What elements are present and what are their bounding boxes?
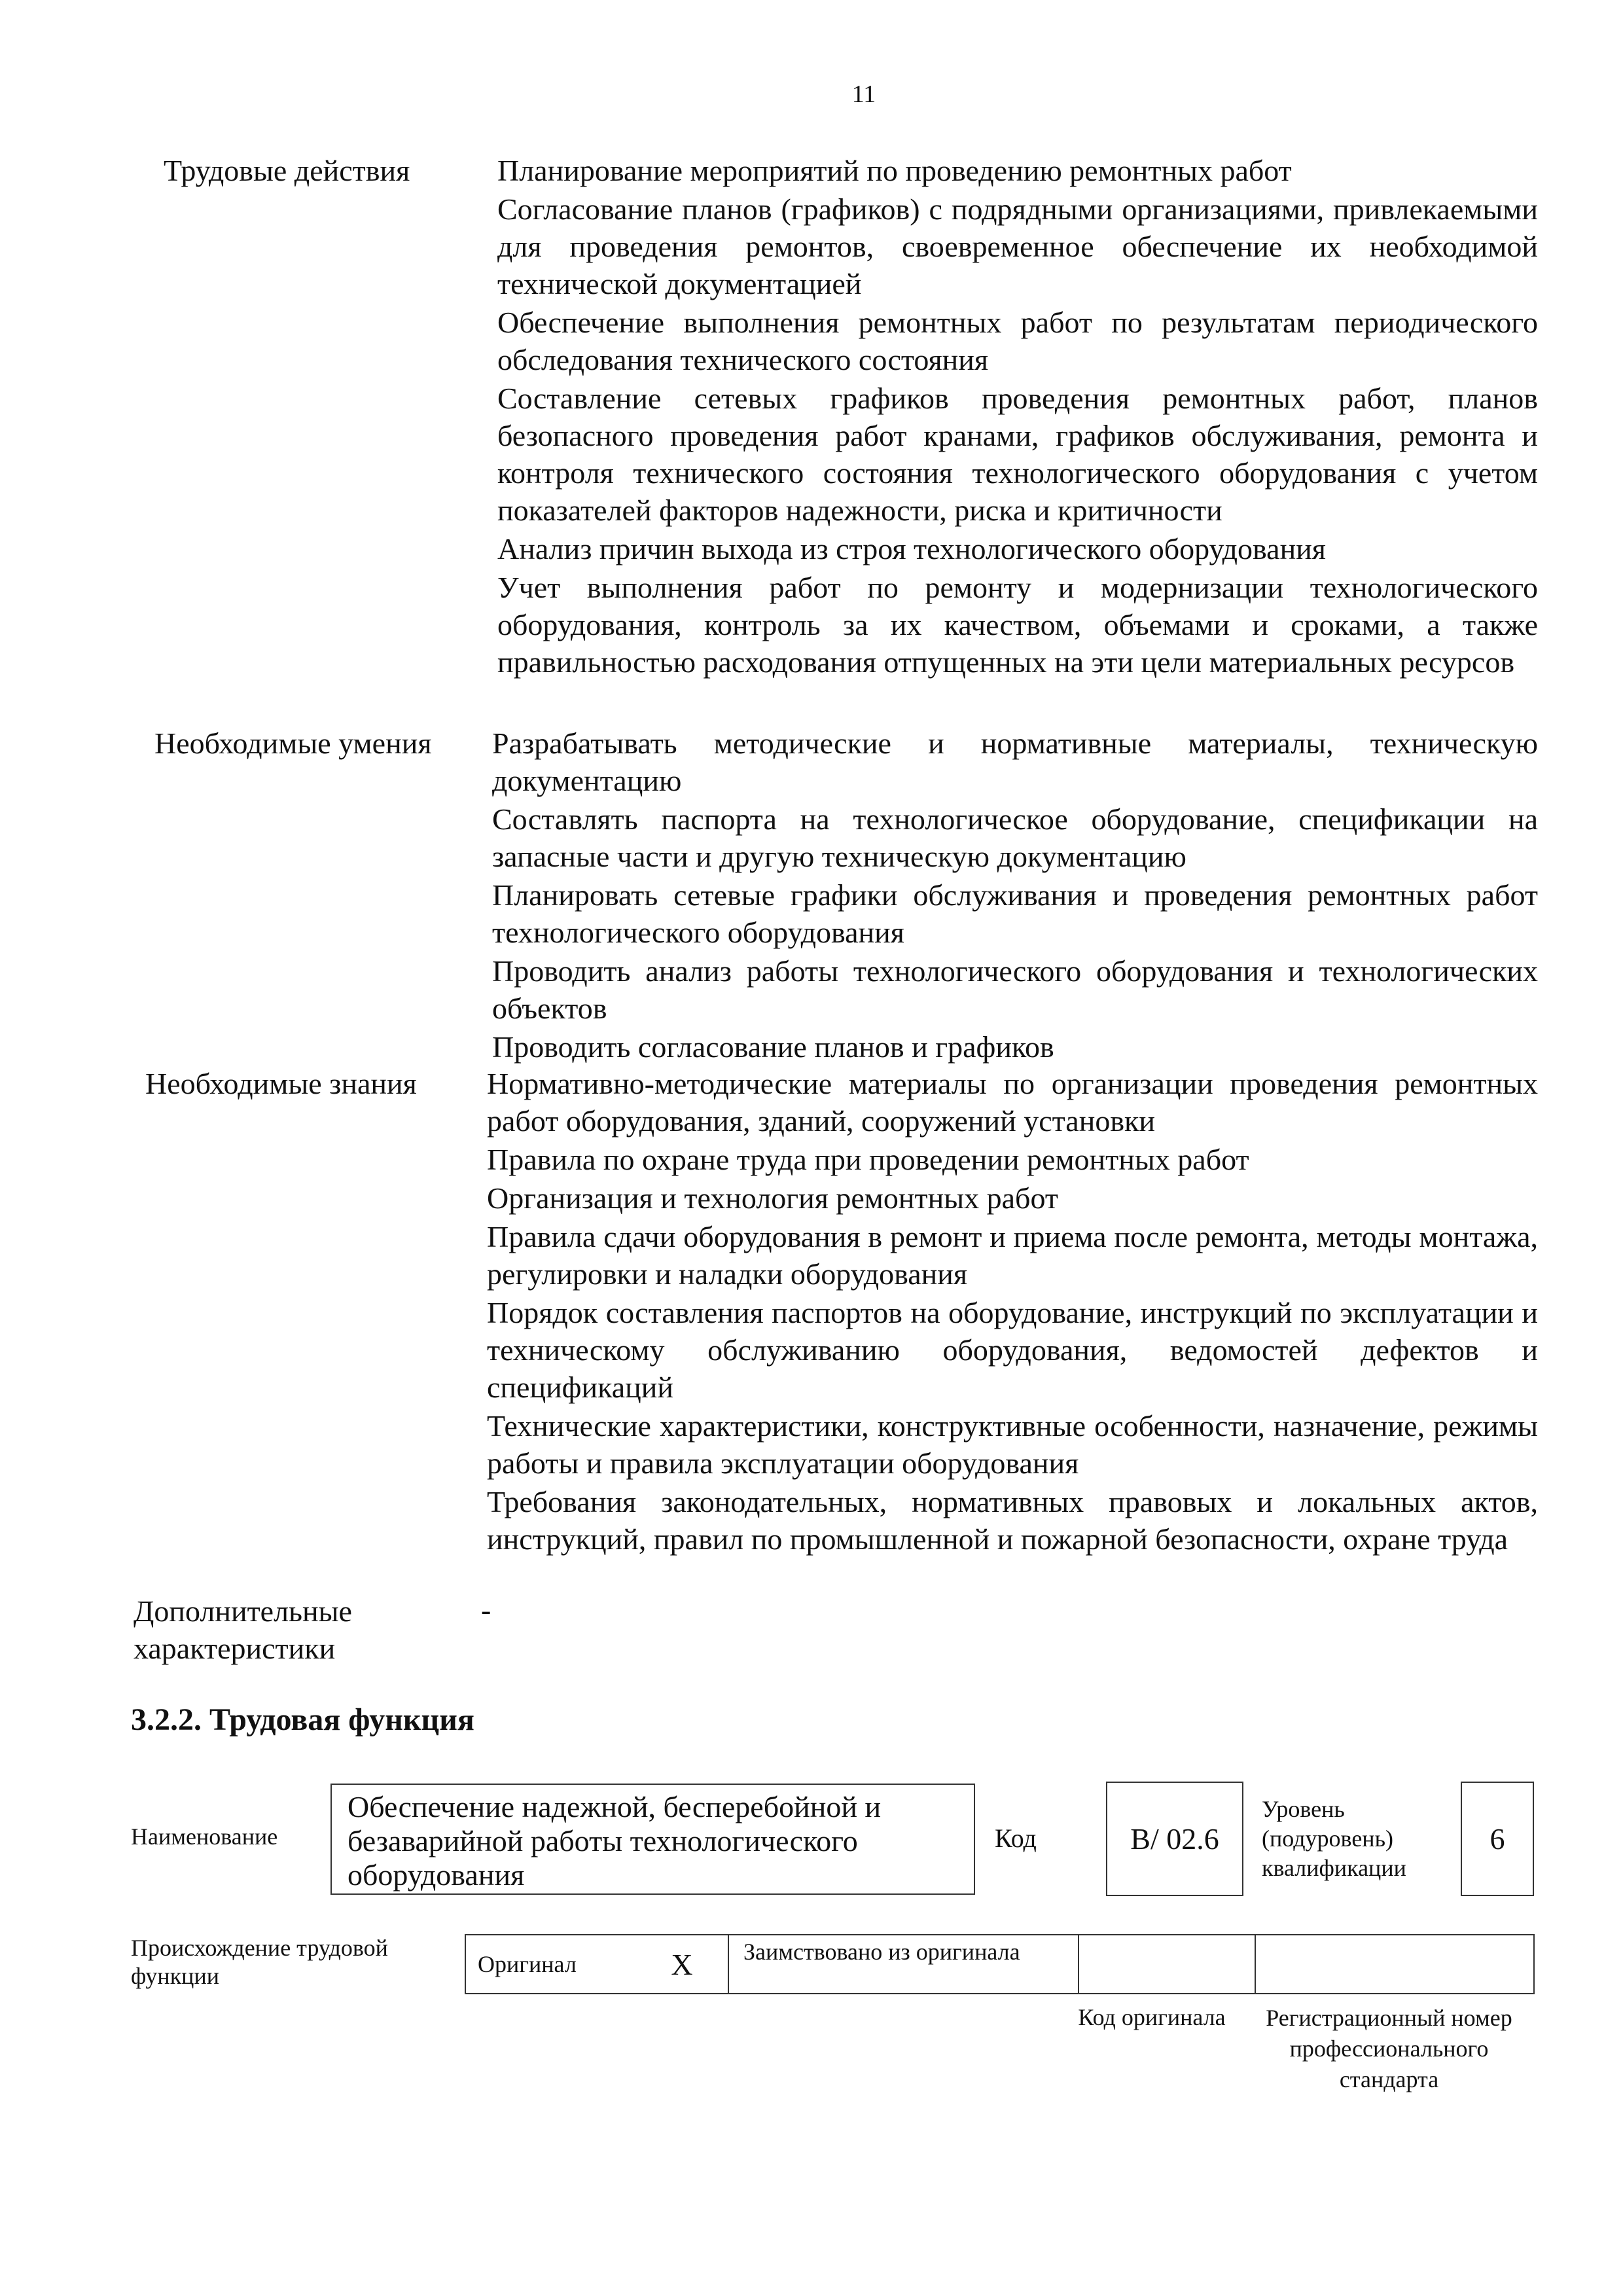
section-heading: 3.2.2. Трудовая функция [131, 1702, 474, 1737]
knowledge-item: Организация и технология ремонтных работ [487, 1181, 1058, 1215]
origin-table [465, 1934, 1535, 1994]
labor-action-item: Планирование мероприятий по проведению ремонтных работ [497, 154, 1292, 187]
code-label: Код [995, 1823, 1037, 1853]
skill-item: Проводить анализ работы технологического оборудования и технологических объектов [492, 954, 1538, 1025]
level-field: 6 [1461, 1782, 1534, 1896]
required-knowledge-list [487, 1065, 1538, 1559]
name-label: Наименование [131, 1823, 278, 1850]
code-original-caption: Код оригинала [1078, 2004, 1226, 2030]
original-code-cell [1078, 1935, 1255, 1993]
level-label: Уровень (подуровень) квалификации [1262, 1796, 1406, 1881]
additional-characteristics-value: - [481, 1593, 491, 1626]
required-skills-list [492, 725, 1538, 1067]
knowledge-item: Нормативно-методические материалы по организации проведения ремонтных работ оборудования, зданий, сооружений установки [487, 1067, 1538, 1138]
skill-item: Составлять паспорта на технологическое оборудование, спецификации на запасные части и другую техническую документацию [492, 802, 1538, 873]
function-name-field: Обеспечение надежной, бесперебойной и безаварийной работы технологического оборудования [330, 1784, 975, 1895]
required-skills-label: Необходимые умения [154, 726, 432, 760]
reg-number-cell [1255, 1935, 1533, 1993]
additional-characteristics-label: Дополнительные характеристики [134, 1594, 352, 1665]
required-knowledge-label: Необходимые знания [145, 1067, 417, 1100]
skill-item: Планировать сетевые графики обслуживания и проведения ремонтных работ технологического оборудования [492, 878, 1538, 949]
original-mark: X [671, 1947, 693, 1981]
original-cell: Оригинал [478, 1951, 577, 1977]
origin-label: Происхождение трудовой функции [131, 1935, 388, 1989]
knowledge-item: Порядок составления паспортов на оборудование, инструкций по эксплуатации и техническому обслуживанию оборудования, ведомостей дефектов и спецификаций [487, 1296, 1538, 1404]
labor-action-item: Учет выполнения работ по ремонту и модернизации технологического оборудования, контроль за их качеством, объемами и сроками, а также правильностью расходования отпущенных на эти цели материальных ресурсов [497, 571, 1538, 679]
knowledge-item: Правила по охране труда при проведении ремонтных работ [487, 1143, 1249, 1176]
code-field: B/ 02.6 [1106, 1782, 1243, 1896]
labor-actions-list [497, 152, 1538, 682]
borrowed-cell: Заимствовано из оригинала [728, 1935, 1078, 1993]
page-number: 11 [851, 81, 876, 108]
knowledge-item: Технические характеристики, конструктивные особенности, назначение, режимы работы и правила эксплуатации оборудования [487, 1409, 1538, 1480]
labor-action-item: Составление сетевых графиков проведения ремонтных работ, планов безопасного проведения работ кранами, графиков обслуживания, ремонта и контроля технического состояния технологического оборудования с учетом показателей факторов надежности, риска и критичности [497, 382, 1538, 527]
reg-number-caption: Регистрационный номер профессионального стандарта [1266, 2005, 1512, 2092]
knowledge-item: Требования законодательных, нормативных правовых и локальных актов, инструкций, правил по промышленной и пожарной безопасности, охране труда [487, 1485, 1538, 1556]
labor-action-item: Обеспечение выполнения ремонтных работ по результатам периодического обследования технического состояния [497, 306, 1538, 376]
labor-action-item: Согласование планов (графиков) с подрядными организациями, привлекаемыми для проведения ремонтов, своевременное обеспечение их необходимой технической документацией [497, 192, 1538, 300]
knowledge-item: Правила сдачи оборудования в ремонт и приема после ремонта, методы монтажа, регулировки и наладки оборудования [487, 1220, 1538, 1291]
labor-actions-label: Трудовые действия [164, 154, 410, 187]
skill-item: Разрабатывать методические и нормативные материалы, техническую документацию [492, 726, 1538, 797]
labor-action-item: Анализ причин выхода из строя технологического оборудования [497, 532, 1326, 565]
skill-item: Проводить согласование планов и графиков [492, 1030, 1054, 1064]
